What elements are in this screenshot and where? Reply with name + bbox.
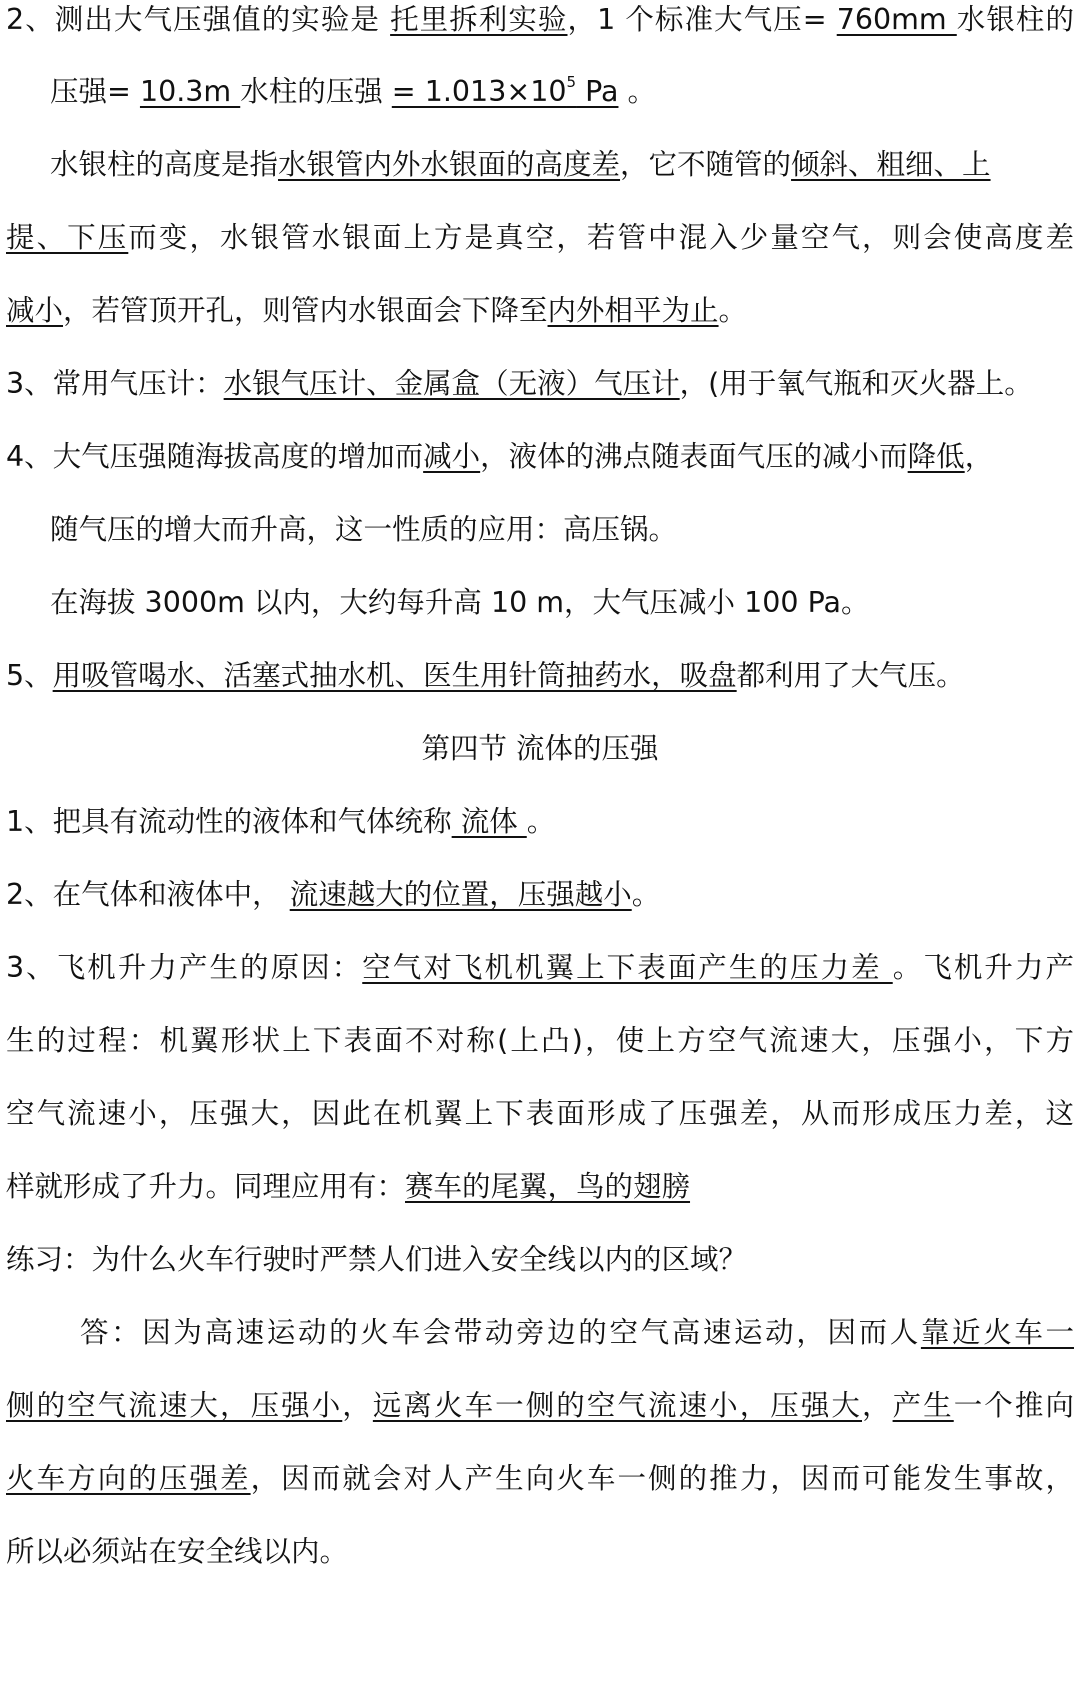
exponent: 5	[566, 73, 577, 91]
underlined-answer: 远离火车一侧的空气流速小，压强大	[372, 1389, 862, 1422]
item3-line	[6, 364, 1074, 404]
underlined-answer: 产生	[892, 1389, 954, 1422]
text: 3、飞机升力产生的原因：	[6, 951, 363, 984]
item2-line1	[6, 0, 1074, 40]
text: 水银柱的	[956, 3, 1074, 36]
text: ，若管顶开孔，则管内水银面会下降至	[63, 294, 548, 327]
text: 3、常用气压计：	[6, 367, 224, 400]
item2-line2	[50, 72, 1074, 112]
item5-line	[6, 656, 1074, 696]
text: ，1 个标准大气压=	[567, 3, 837, 36]
sec4-item3-line4	[6, 1167, 1074, 1207]
underlined-answer: 内外相平为止	[547, 294, 719, 327]
text: ，因而就会对人产生向火车一侧的推力，因而可能发生事故，	[250, 1462, 1074, 1495]
text: 5、	[6, 659, 53, 692]
underlined-answer: 赛车的尾翼，鸟的翅膀	[405, 1170, 691, 1203]
text: ，(用于氧气瓶和灭火器上。	[679, 367, 1033, 400]
underlined-answer: 用吸管喝水、活塞式抽水机、医生用针筒抽药水，吸盘	[52, 659, 737, 692]
text: 答：因为高速运动的火车会带动旁边的空气高速运动，因而人	[80, 1316, 921, 1349]
sec4-item3-line3	[6, 1094, 1074, 1134]
text: 压强=	[50, 75, 140, 108]
text: 。	[631, 878, 661, 911]
text: Pa	[576, 75, 619, 108]
text: 2、测出大气压强值的实验是	[6, 3, 391, 36]
text: 水银柱的高度是指	[50, 148, 279, 181]
underlined-answer: 降低	[907, 440, 965, 473]
underlined-answer: 空气对飞机机翼上下表面产生的压力差	[362, 951, 893, 984]
text: 4、大气压强随海拔高度的增加而	[6, 440, 424, 473]
underlined-answer: 托里拆利实验	[390, 3, 568, 36]
underlined-answer: 水银管内外水银面的高度差	[278, 148, 621, 181]
underlined-answer: 倾斜、粗细、上	[791, 148, 991, 181]
text: 所以必须站在安全线以内。	[6, 1535, 349, 1568]
text: 第四节 流体的压强	[421, 732, 659, 765]
text: ，液体的沸点随表面气压的减小而	[480, 440, 908, 473]
item4-line3	[50, 583, 1074, 623]
underlined-answer: 水银气压计、金属盒（无液）气压计	[223, 367, 680, 400]
text: 。飞机升力产	[892, 951, 1074, 984]
exercise-answer-line1	[80, 1313, 1074, 1353]
text: ，	[964, 440, 994, 473]
underlined-answer: 流体	[451, 805, 527, 838]
text: 生的过程：机翼形状上下表面不对称(上凸)，使上方空气流速大，压强小，下方	[6, 1024, 1074, 1057]
text: 水柱的压强	[240, 75, 392, 108]
underlined-answer: 10.3m	[139, 75, 241, 108]
underlined-answer	[392, 75, 619, 108]
text: 而变，水银管水银面上方是真空，若管中混入少量空气，则会使高度差	[128, 221, 1074, 254]
p1-line3	[6, 291, 1074, 331]
text: 。	[618, 75, 657, 108]
underlined-answer: 减小	[6, 294, 64, 327]
underlined-answer: 提、下压	[6, 221, 129, 254]
text: ，	[342, 1389, 373, 1422]
exercise-answer-line4	[6, 1532, 1074, 1572]
sec4-item1	[6, 802, 1074, 842]
p1-line2	[6, 218, 1074, 258]
text: ，它不随管的	[620, 148, 792, 181]
sec4-item3-line2	[6, 1021, 1074, 1061]
sec4-item3-line1	[6, 948, 1074, 988]
underlined-answer: 火车方向的压强差	[6, 1462, 251, 1495]
text: 。	[526, 805, 556, 838]
section-title	[0, 729, 1080, 769]
exercise-answer-line2	[6, 1386, 1074, 1426]
text: 练习：为什么火车行驶时严禁人们进入安全线以内的区域？	[6, 1243, 748, 1276]
text: 2、在气体和液体中，	[6, 878, 290, 911]
text: = 1.013×10	[391, 75, 567, 108]
underlined-answer: 侧的空气流速大，压强小	[6, 1389, 343, 1422]
text: 随气压的增大而升高，这一性质的应用：高压锅。	[50, 513, 678, 546]
underlined-answer: 靠近火车一	[920, 1316, 1074, 1349]
text: 空气流速小，压强大，因此在机翼上下表面形成了压强差，从而形成压力差，这	[6, 1097, 1074, 1130]
item4-line2	[50, 510, 1074, 550]
exercise-question	[6, 1240, 1074, 1280]
underlined-answer: 760mm	[836, 3, 957, 36]
text: 。	[718, 294, 748, 327]
exercise-answer-line3	[6, 1459, 1074, 1499]
text: ，	[862, 1389, 893, 1422]
underlined-answer: 减小	[423, 440, 481, 473]
p1-line1	[50, 145, 1074, 185]
text: 样就形成了升力。同理应用有：	[6, 1170, 406, 1203]
item4-line1	[6, 437, 1074, 477]
text: 1、把具有流动性的液体和气体统称	[6, 805, 452, 838]
text: 在海拔 3000m 以内，大约每升高 10 m，大气压减小 100 Pa。	[50, 586, 870, 619]
text: 一个推向	[953, 1389, 1074, 1422]
text: 都利用了大气压。	[736, 659, 965, 692]
underlined-answer: 流速越大的位置，压强越小	[289, 878, 632, 911]
sec4-item2	[6, 875, 1074, 915]
